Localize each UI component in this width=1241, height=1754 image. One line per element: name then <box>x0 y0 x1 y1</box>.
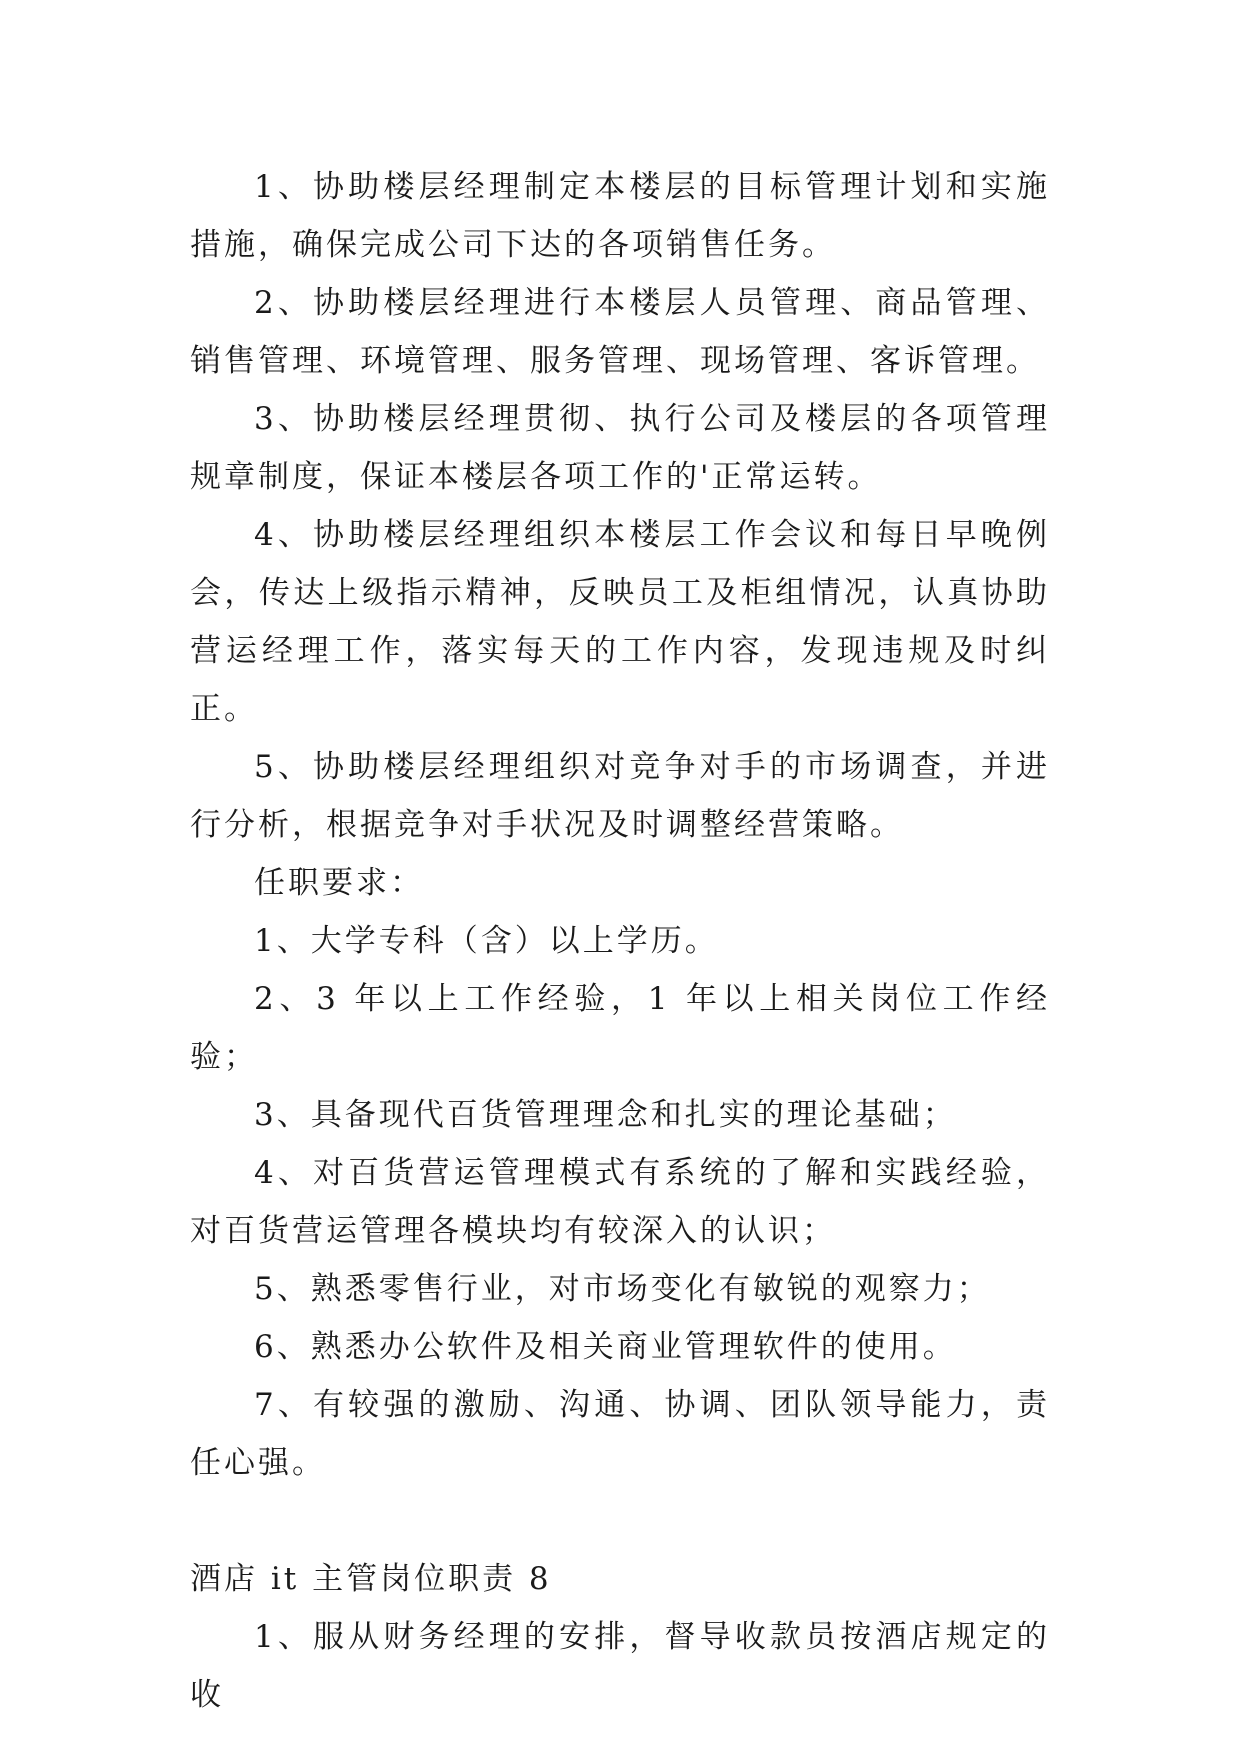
paragraph-duty-2: 2、协助楼层经理进行本楼层人员管理、商品管理、销售管理、环境管理、服务管理、现场管理、客诉管理。 <box>190 285 1050 379</box>
requirement-5: 5、熟悉零售行业，对市场变化有敏锐的观察力； <box>254 1271 991 1307</box>
requirement-2: 2、3 年以上工作经验，1 年以上相关岗位工作经验； <box>190 981 1050 1075</box>
requirement-6: 6、熟悉办公软件及相关商业管理软件的使用。 <box>254 1329 957 1365</box>
paragraph-duty-1: 1、协助楼层经理制定本楼层的目标管理计划和实施措施，确保完成公司下达的各项销售任务。 <box>190 169 1050 263</box>
section-title: 酒店 it 主管岗位职责 8 <box>190 1561 552 1597</box>
section-spacer <box>190 1492 1050 1550</box>
requirement-7: 7、有较强的激励、沟通、协调、团队领导能力，责任心强。 <box>190 1387 1050 1481</box>
paragraph-duty-5: 5、协助楼层经理组织对竞争对手的市场调查，并进行分析，根据竞争对手状况及时调整经营策略。 <box>190 749 1050 843</box>
paragraph-duty-3: 3、协助楼层经理贯彻、执行公司及楼层的各项管理规章制度，保证本楼层各项工作的'正常运转。 <box>190 401 1050 495</box>
paragraph-duty-4: 4、协助楼层经理组织本楼层工作会议和每日早晚例会，传达上级指示精神，反映员工及柜组情况，认真协助营运经理工作，落实每天的工作内容，发现违规及时纠正。 <box>190 517 1050 727</box>
requirement-1: 1、大学专科（含）以上学历。 <box>254 923 719 959</box>
requirement-3: 3、具备现代百货管理理念和扎实的理论基础； <box>254 1097 957 1133</box>
requirements-heading: 任职要求： <box>254 865 424 901</box>
section-paragraph-1: 1、服从财务经理的安排，督导收款员按酒店规定的收 <box>190 1619 1050 1713</box>
requirement-4: 4、对百货营运管理模式有系统的了解和实践经验，对百货营运管理各模块均有较深入的认识； <box>190 1155 1050 1249</box>
document-page <box>190 158 1050 1724</box>
